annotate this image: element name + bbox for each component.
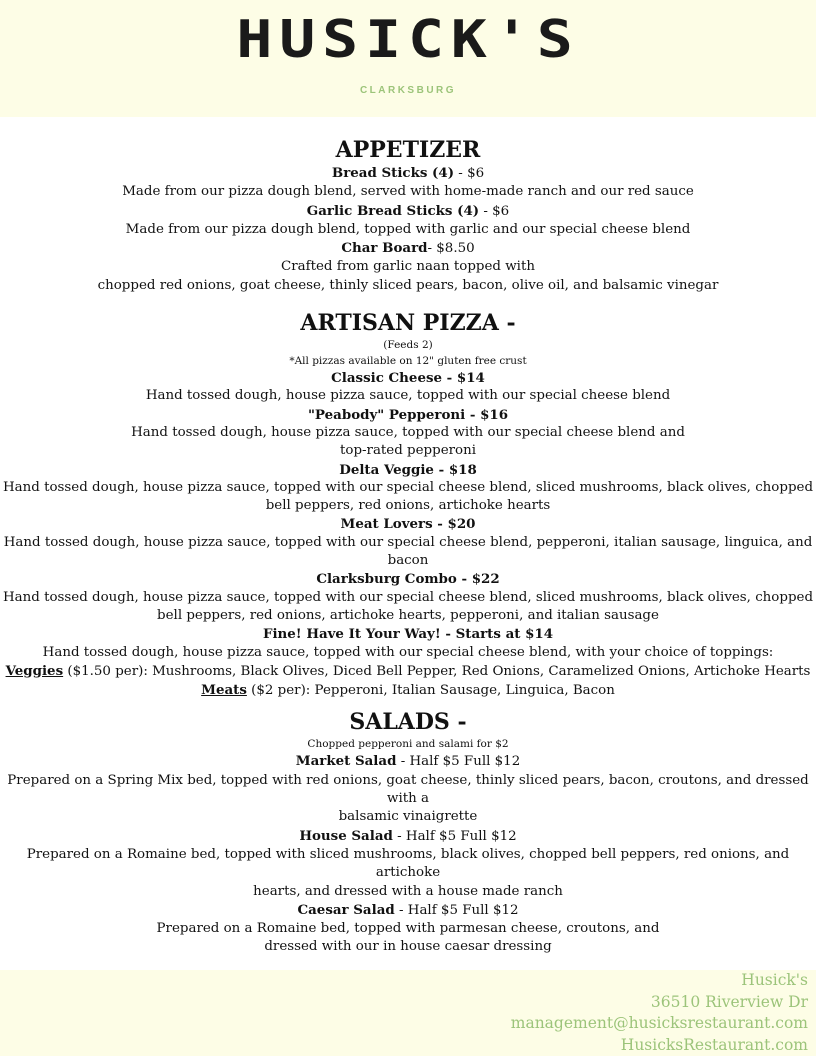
menu-content — [0, 136, 816, 957]
menu-item-header — [0, 752, 816, 771]
item-description: Hand tossed dough, house pizza sauce, topped with our special cheese blend, sliced mushrooms, black olives, chopped — [2, 589, 814, 605]
item-name: Delta Veggie - $18 — [339, 461, 477, 478]
item-description: Hand tossed dough, house pizza sauce, topped with our special cheese blend and — [131, 424, 685, 440]
item-price: - Half $5 Full $12 — [396, 754, 521, 770]
restaurant-address: 36510 Riverview Dr — [650, 992, 808, 1011]
veggie-toppings — [0, 662, 816, 681]
item-description: bell peppers, red onions, artichoke hearts — [265, 498, 551, 514]
meats-text: ($2 per): Pepperoni, Italian Sausage, Linguica, Bacon — [246, 683, 615, 699]
item-name: Caesar Salad — [297, 901, 395, 918]
item-name: Clarksburg Combo - $22 — [316, 571, 500, 588]
item-description: balsamic vinaigrette — [338, 809, 478, 825]
item-description: bell peppers, red onions, artichoke hearts, pepperoni, and italian sausage — [157, 607, 659, 623]
item-price: - $6 — [479, 203, 510, 219]
item-price: - Half $5 Full $12 — [392, 828, 517, 844]
meats-label: Meats — [201, 682, 247, 699]
restaurant-name: Husick's — [741, 971, 808, 989]
item-name: Classic Cheese - $14 — [331, 370, 485, 387]
item-description: dressed with our in house caesar dressing — [264, 939, 552, 955]
contact-email: management@husicksrestaurant.com — [510, 1014, 808, 1032]
item-description: Hand tossed dough, house pizza sauce, topped with our special cheese blend, pepperoni, italian sausage, linguica, and — [3, 534, 813, 550]
item-description: Prepared on a Spring Mix bed, topped with red onions, goat cheese, thinly sliced pears, bacon, croutons, and dressed with a — [7, 772, 809, 807]
item-description: Hand tossed dough, house pizza sauce, topped with our special cheese blend, with your choice of toppings: — [42, 644, 774, 660]
pizza-serving-note: (Feeds 2) — [383, 339, 433, 352]
section-title-appetizer: APPETIZER — [335, 137, 481, 163]
menu-item-header — [0, 239, 816, 258]
item-price: - $8.50 — [427, 241, 475, 257]
salad-addon-note: Chopped pepperoni and salami for $2 — [307, 738, 509, 751]
item-description: Made from our pizza dough blend, topped with garlic and our special cheese blend — [125, 221, 691, 237]
item-name: Fine! Have It Your Way! - Starts at $14 — [262, 626, 554, 643]
menu-item-header — [0, 164, 816, 183]
section-title-salads: SALADS - — [349, 709, 467, 736]
veggies-label: Veggies — [5, 662, 64, 679]
menu-item-header — [0, 202, 816, 221]
gluten-free-note: *All pizzas available on 12" gluten free crust — [289, 355, 527, 368]
item-description: Prepared on a Romaine bed, topped with sliced mushrooms, black olives, chopped bell peppers, red onions, and artichoke — [26, 846, 790, 881]
website-link: HusicksRestaurant.com — [620, 1035, 808, 1054]
item-name: Meat Lovers - $20 — [340, 516, 476, 533]
menu-item-header — [0, 901, 816, 920]
item-name: House Salad — [299, 827, 393, 844]
contact-block — [511, 970, 808, 1056]
footer-banner — [0, 970, 816, 1056]
item-description: chopped red onions, goat cheese, thinly sliced pears, bacon, olive oil, and balsamic vinegar — [97, 277, 719, 293]
item-description: Hand tossed dough, house pizza sauce, topped with our special cheese blend — [145, 388, 671, 404]
meat-toppings — [0, 681, 816, 700]
menu-item-header — [0, 827, 816, 846]
section-title-pizza: ARTISAN PIZZA - — [300, 310, 516, 337]
item-description: Crafted from garlic naan topped with — [281, 259, 535, 275]
item-name: Char Board — [341, 240, 428, 257]
veggies-text: ($1.50 per): Mushrooms, Black Olives, Diced Bell Pepper, Red Onions, Caramelized Onions, Artichoke Hearts — [63, 663, 811, 679]
item-description: hearts, and dressed with a house made ranch — [253, 883, 563, 899]
item-name: Garlic Bread Sticks (4) — [306, 202, 480, 219]
item-description: Made from our pizza dough blend, served with home-made ranch and our red sauce — [122, 184, 694, 200]
item-name: Bread Sticks (4) — [331, 165, 455, 181]
location-label: CLARKSBURG — [359, 85, 457, 96]
item-description: Prepared on a Romaine bed, topped with parmesan cheese, croutons, and — [156, 921, 660, 937]
item-price: - $6 — [454, 166, 485, 181]
item-description: bacon — [387, 553, 429, 569]
item-description: Hand tossed dough, house pizza sauce, topped with our special cheese blend, sliced mushrooms, black olives, chopped — [2, 479, 814, 495]
item-name: "Peabody" Pepperoni - $16 — [307, 406, 509, 423]
item-price: - Half $5 Full $12 — [394, 902, 519, 918]
item-description: top-rated pepperoni — [340, 443, 476, 459]
header-banner — [0, 0, 816, 117]
item-name: Market Salad — [295, 753, 397, 770]
brand-logo: HUSICK'S — [236, 10, 580, 70]
